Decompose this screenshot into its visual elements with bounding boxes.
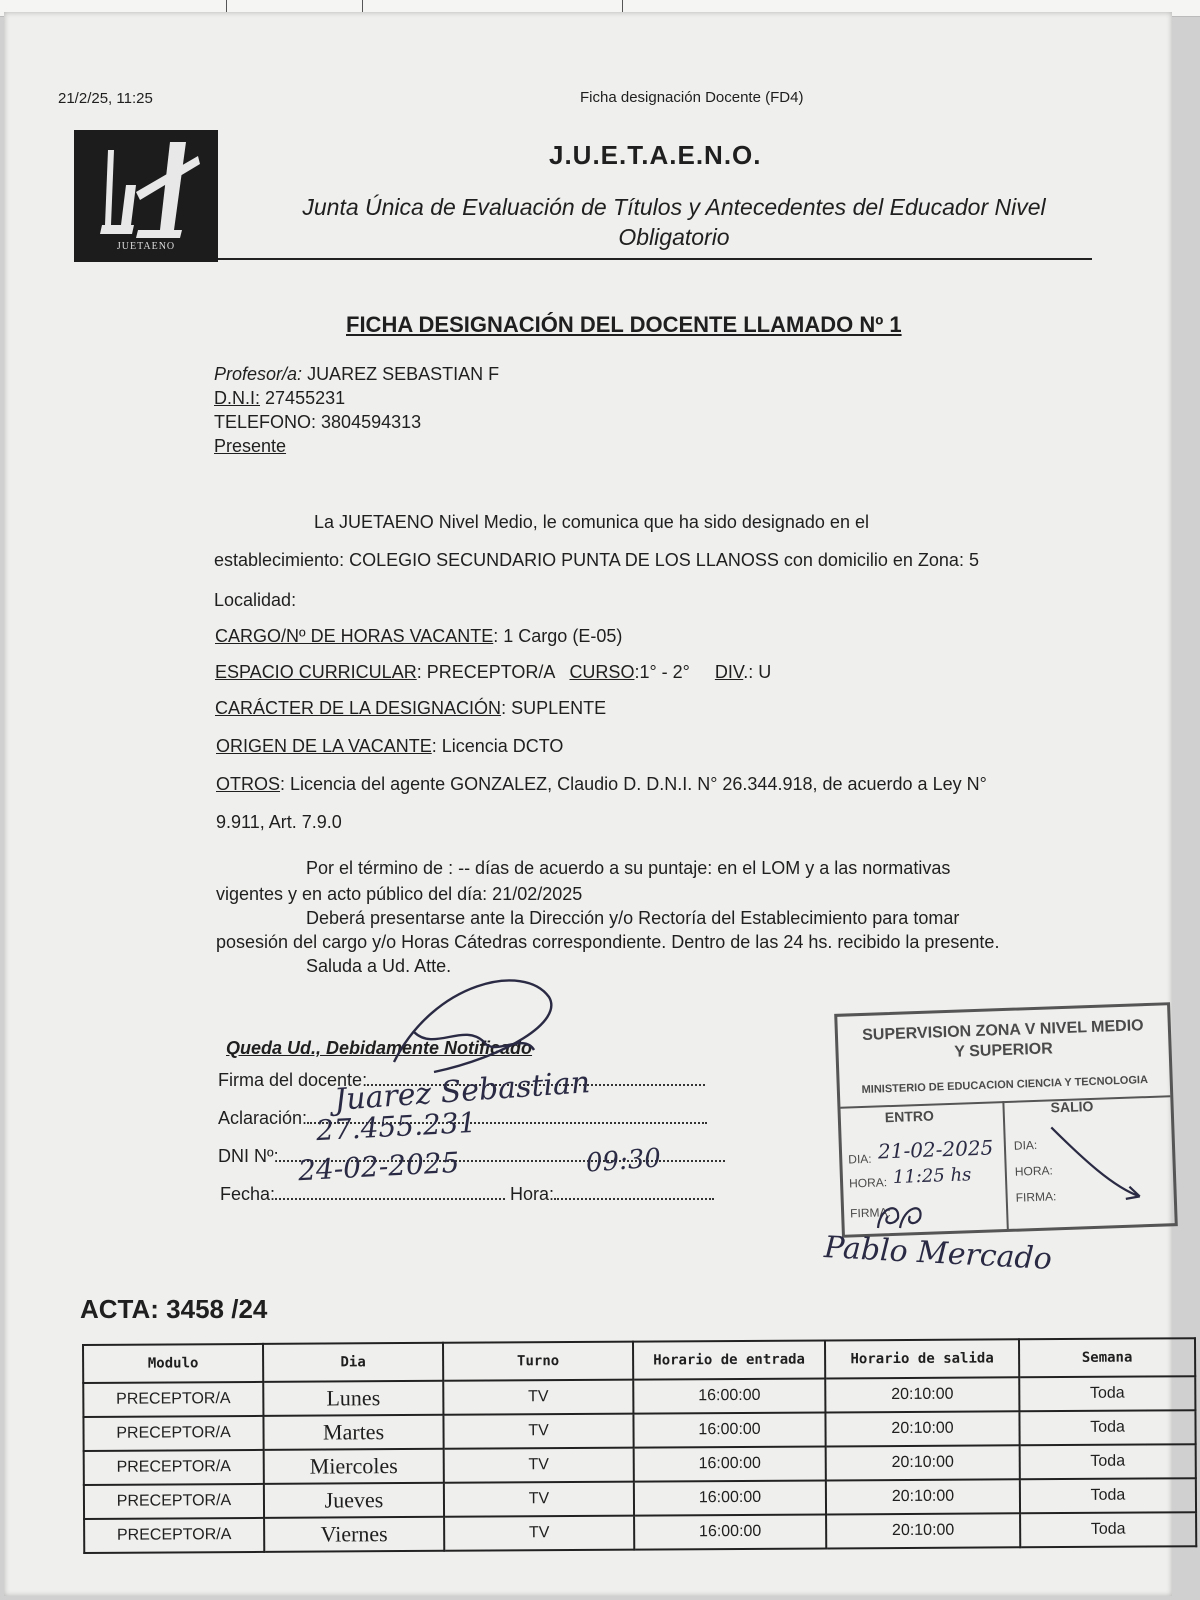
cell-semana: Toda — [1019, 1376, 1195, 1411]
logo-label: JUETAENO — [116, 241, 176, 252]
stamp-hora-value: 11:25 hs — [892, 1164, 972, 1188]
saluda-line: Saluda a Ud. Atte. — [306, 956, 452, 976]
otros-line — [216, 774, 987, 795]
cell-semana: Toda — [1020, 1478, 1196, 1513]
otros-value: : Licencia del agente GONZALEZ, Claudio D. D.N.I. N° 26.344.918, de acuerdo a Ley N° — [280, 774, 987, 794]
origen-line — [216, 736, 563, 757]
cell-dia: Miercoles — [264, 1449, 444, 1484]
org-full-name — [254, 192, 1094, 252]
dni-handwriting: 27.455.231 — [315, 1105, 478, 1148]
fecha-row — [220, 1184, 714, 1205]
acta-number: ACTA: 3458 /24 — [80, 1294, 268, 1324]
stamp-salio-hora-label: HORA: — [1014, 1163, 1054, 1179]
header-rule — [218, 258, 1092, 260]
cargo-line — [215, 626, 622, 647]
cell-entrada: 16:00:00 — [634, 1514, 826, 1549]
cell-dia: Lunes — [263, 1381, 443, 1416]
cell-salida: 20:10:00 — [826, 1513, 1020, 1548]
presentarse-line-1: Deberá presentarse ante la Dirección y/o Rectoría del Establecimiento para tomar — [306, 908, 960, 928]
org-name-line-1: Junta Única de Evaluación de Títulos y Antecedentes del Educador Nivel — [302, 194, 1046, 220]
curso-value: :1° - 2° — [634, 662, 690, 682]
stamp-hora-label: HORA: — [848, 1175, 888, 1191]
cell-modulo: PRECEPTOR/A — [84, 1518, 264, 1553]
stamp-salio-label: SALIO — [1050, 1097, 1094, 1116]
div-value: .: U — [743, 662, 772, 682]
header-salida: Horario de salida — [825, 1339, 1019, 1378]
origen-label: ORIGEN DE LA VACANTE — [216, 736, 432, 756]
cell-entrada: 16:00:00 — [634, 1480, 826, 1515]
org-acronym: J.U.E.T.A.E.N.O. — [549, 140, 762, 170]
cell-turno: TV — [444, 1482, 634, 1517]
phone-value: 3804594313 — [321, 412, 422, 432]
aclaracion-label: Aclaración: — [218, 1108, 308, 1128]
origen-value: : Licencia DCTO — [431, 736, 564, 756]
cell-modulo: PRECEPTOR/A — [83, 1416, 263, 1451]
cell-semana: Toda — [1019, 1410, 1195, 1445]
curso-label: CURSO — [569, 662, 635, 682]
otros-line-2: 9.911, Art. 7.9.0 — [216, 812, 342, 832]
stamp-firma-signature — [870, 1196, 940, 1236]
cell-modulo: PRECEPTOR/A — [83, 1382, 263, 1417]
cell-dia: Jueves — [264, 1483, 444, 1518]
header-modulo: Modulo — [83, 1344, 263, 1383]
cell-entrada: 16:00:00 — [633, 1412, 825, 1447]
header-dia: Dia — [263, 1343, 443, 1382]
phone-line — [214, 412, 421, 433]
cell-turno: TV — [444, 1448, 634, 1483]
cell-salida: 20:10:00 — [825, 1411, 1019, 1446]
stamp-firma-label: FIRMA: — [849, 1205, 892, 1221]
intro-line-2: establecimiento: COLEGIO SECUNDARIO PUNTA DE LOS LLANOSS con domicilio en Zona: 5 — [214, 550, 979, 570]
header-turno: Turno — [443, 1342, 633, 1381]
caracter-value: : SUPLENTE — [501, 698, 607, 718]
professor-name: JUAREZ SEBASTIAN F — [307, 364, 500, 384]
cell-turno: TV — [443, 1380, 633, 1415]
stamp-dia-label: DIA: — [848, 1151, 872, 1167]
cell-entrada: 16:00:00 — [634, 1446, 826, 1481]
stamp-cancel-stroke — [1041, 1116, 1154, 1210]
notification-heading: Queda Ud., Debidamente Notificado — [226, 1038, 533, 1058]
stamp-column-divider — [1002, 1101, 1008, 1229]
caracter-line — [215, 698, 606, 719]
stamp-line-2: Y SUPERIOR — [954, 1040, 1054, 1061]
otros-label: OTROS — [216, 774, 281, 794]
cargo-label: CARGO/Nº DE HORAS VACANTE — [215, 626, 494, 646]
stamp-ministry: MINISTERIO DE EDUCACION CIENCIA Y TECNOLOGIA — [861, 1074, 1149, 1097]
firma-label: Firma del docente: — [218, 1070, 368, 1090]
header-semana: Semana — [1019, 1338, 1195, 1377]
juetaeno-logo — [74, 130, 218, 262]
dni-sign-label: DNI Nº: — [218, 1146, 279, 1166]
cell-turno: TV — [444, 1516, 634, 1551]
cell-salida: 20:10:00 — [825, 1377, 1019, 1412]
cell-modulo: PRECEPTOR/A — [84, 1450, 264, 1485]
termino-line-1: Por el término de : -- días de acuerdo a su puntaje: en el LOM y a las normativas — [306, 858, 951, 878]
cell-salida: 20:10:00 — [826, 1445, 1020, 1480]
stamp-salio-firma-label: FIRMA: — [1015, 1189, 1057, 1205]
aclaracion-handwriting: Juarez Sebastian — [333, 1065, 592, 1118]
cell-semana: Toda — [1020, 1444, 1196, 1479]
dni-line — [214, 388, 345, 409]
hora-dotted-line — [554, 1184, 714, 1200]
cell-dia: Martes — [263, 1415, 443, 1450]
schedule-table — [82, 1337, 1197, 1554]
fecha-handwriting: 24-02-2025 — [297, 1145, 461, 1188]
document-page — [4, 12, 1172, 1596]
stamp-divider — [840, 1095, 1170, 1109]
table-row — [84, 1512, 1196, 1553]
cell-turno: TV — [443, 1414, 633, 1449]
form-name: Ficha designación Docente (FD4) — [580, 89, 804, 106]
dni-value: 27455231 — [265, 388, 346, 408]
presente-label: Presente — [214, 436, 287, 456]
stamp-title — [848, 1016, 1159, 1067]
cargo-value: : 1 Cargo (E-05) — [493, 626, 623, 646]
cell-dia: Viernes — [264, 1517, 444, 1552]
stamp-entro-label: ENTRO — [884, 1107, 935, 1126]
hora-handwriting: 09:30 — [585, 1143, 662, 1179]
cell-semana: Toda — [1020, 1512, 1196, 1547]
espacio-line — [215, 662, 771, 683]
header-entrada: Horario de entrada — [633, 1340, 825, 1379]
stamp-line-1: SUPERVISION ZONA V NIVEL MEDIO — [861, 1017, 1144, 1044]
professor-line — [214, 364, 499, 385]
stamp-salio-dia-label: DIA: — [1013, 1137, 1038, 1153]
div-label: DIV — [714, 662, 744, 682]
document-title: FICHA DESIGNACIÓN DEL DOCENTE LLAMADO Nº 1 — [346, 312, 902, 337]
supervisor-signature: Pablo Mercado — [823, 1230, 1053, 1277]
fecha-label: Fecha: — [220, 1184, 276, 1204]
phone-label: TELEFONO: — [214, 412, 317, 432]
intro-line-1: La JUETAENO Nivel Medio, le comunica que ha sido designado en el — [314, 512, 869, 532]
termino-line-2: vigentes y en acto público del día: 21/02/2025 — [216, 884, 583, 904]
org-name-line-2: Obligatorio — [618, 224, 730, 250]
localidad-line: Localidad: — [214, 590, 297, 610]
hora-label: Hora: — [510, 1184, 555, 1204]
professor-label: Profesor/a: — [214, 364, 303, 384]
cell-modulo: PRECEPTOR/A — [84, 1484, 264, 1519]
stamp-dia-value: 21-02-2025 — [877, 1135, 994, 1164]
caracter-label: CARÁCTER DE LA DESIGNACIÓN — [215, 698, 502, 718]
cell-salida: 20:10:00 — [826, 1479, 1020, 1514]
espacio-label: ESPACIO CURRICULAR — [215, 662, 417, 682]
cell-entrada: 16:00:00 — [633, 1378, 825, 1413]
espacio-value: : PRECEPTOR/A — [416, 662, 555, 682]
presentarse-line-2: posesión del cargo y/o Horas Cátedras correspondiente. Dentro de las 24 hs. recibido la presente. — [216, 932, 1000, 952]
dni-label: D.N.I: — [214, 388, 261, 408]
printed-date: 21/2/25, 11:25 — [58, 90, 153, 107]
